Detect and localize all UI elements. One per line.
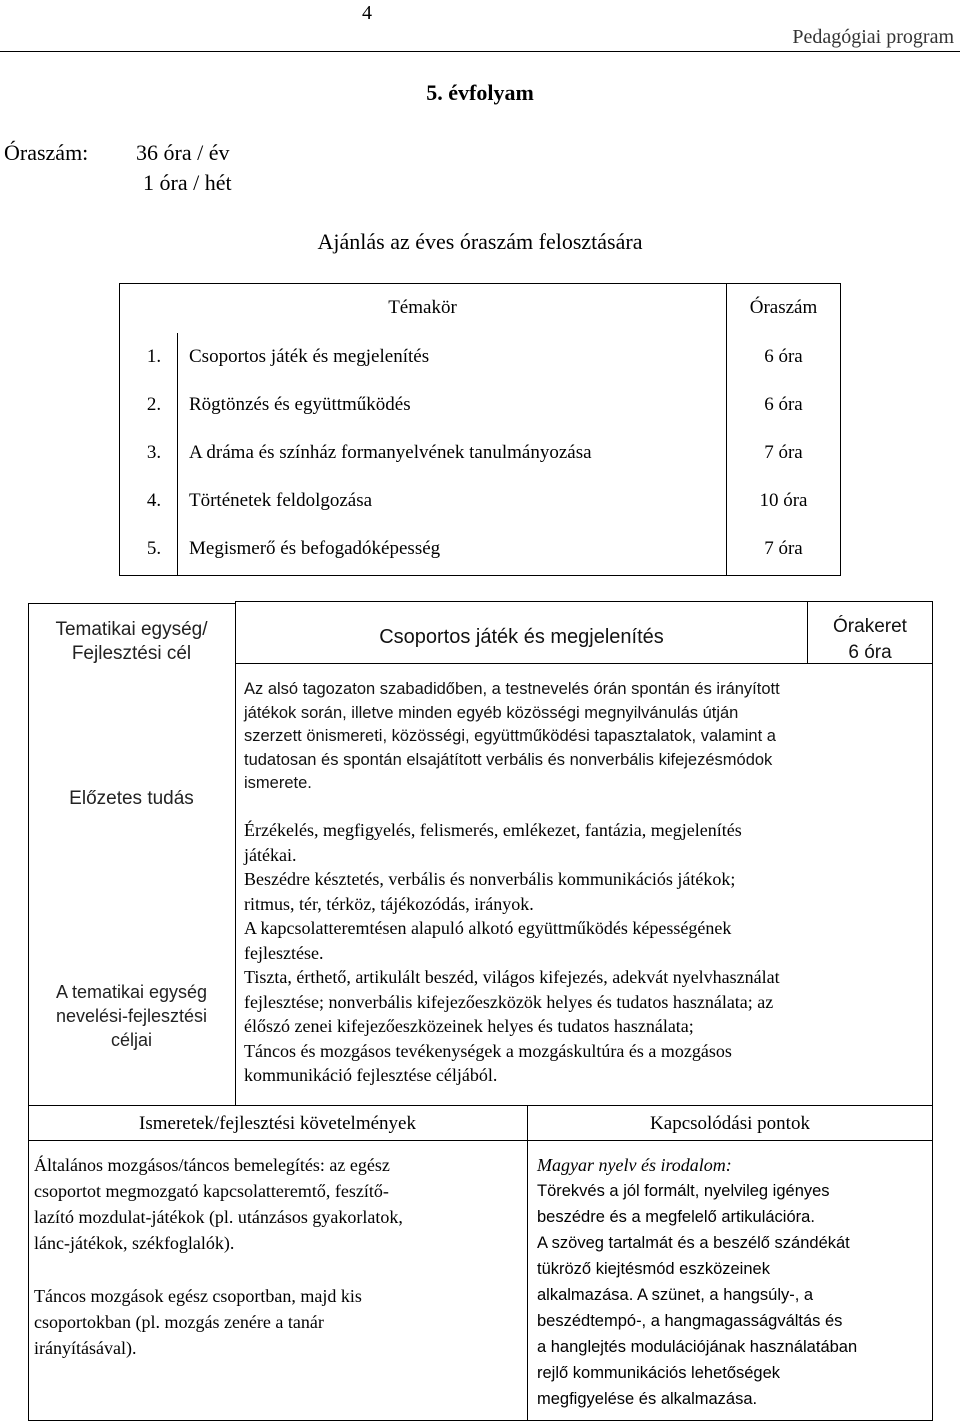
unit-right-border [932,601,933,1421]
goals-line: játékai. [244,844,297,865]
goals-line: élőszó zenei kifejezőeszközeinek helyes és tudatos használata; [244,1016,694,1036]
connections-line: beszédre és a megfelelő artikulációra. [537,1208,815,1226]
connections-line: megfigyelése és alkalmazása. [537,1390,758,1408]
table-row [119,525,841,573]
row-number: 3. [146,442,162,463]
unit-title: Csoportos játék és megjelenítés [379,626,664,648]
frame-hours: 6 óra [848,642,892,663]
goals-text [244,818,929,1088]
hours-label: Óraszám: [4,140,89,165]
table-header-row [119,283,841,333]
row-topic: Csoportos játék és megjelenítés [189,346,430,367]
row-topic: Történetek feldolgozása [189,490,373,511]
header-title: Pedagógiai program [792,26,954,48]
row-number: 2. [146,394,162,415]
unit-top-right [236,601,933,602]
row-hours: 6 óra [764,394,803,415]
allocation-table [119,283,841,573]
unit-label-divider [235,601,236,1106]
row-hours: 7 óra [764,538,803,559]
col-hours-header: Óraszám [749,297,818,318]
alloc-divider-num [177,333,178,576]
requirements-line: csoportot megmozgató kapcsolatteremtő, feszítő- [34,1181,389,1201]
prior-line: ismerete. [244,774,312,792]
prior-line: Az alsó tagozaton szabadidőben, a testnevelés órán spontán és irányított [244,680,780,698]
frame-label: Órakeret [833,616,907,637]
col-topic-header: Témakör [388,297,457,318]
requirements-line: lazító mozdulat-játékok (pl. utánzásos gyakorlatok, [34,1207,403,1227]
connections-line: a hanglejtés modulációjának használatában [537,1338,858,1356]
prior-line: szerzett önismereti, közösségi, együttműködési tapasztalatok, valamint a [244,727,776,745]
hours-per-year: 36 óra / év [136,140,230,165]
goals-line: fejlesztése. [244,942,324,963]
row-hours: 6 óra [764,346,803,367]
goals-label-line3: céljai [110,1030,153,1050]
allocation-title: Ajánlás az éves óraszám felosztására [317,229,643,254]
requirements-line: irányításával). [34,1338,137,1358]
hours-per-week: 1 óra / hét [143,170,232,195]
header-rule [0,51,960,52]
row-topic: A dráma és színház formanyelvének tanulmányozása [189,442,592,463]
goals-line: Tiszta, érthető, artikulált beszéd, világos kifejezés, adekvát nyelvhasználat [244,967,780,987]
unit-bottom-divider [527,1105,528,1421]
grade-title: 5. évfolyam [426,80,534,105]
row-number: 1. [146,346,162,367]
unit-bottom-rule [28,1420,933,1421]
table-row [119,477,841,525]
connections-line: tükröző kiejtésmód eszközeinek [537,1260,770,1278]
frame-cell [808,614,932,666]
connections-line: alkalmazása. A szünet, a hangsúly-, a [537,1286,814,1304]
connections-line: A szöveg tartalmát és a beszélő szándékát [537,1234,850,1252]
connections-text [537,1152,929,1412]
requirements-line: Általános mozgásos/táncos bemelegítés: az egész [34,1155,390,1175]
requirements-line: Táncos mozgások egész csoportban, majd kis [34,1286,362,1306]
unit-label-line1: Tematikai egység/ [55,619,208,640]
goals-line: ritmus, tér, térköz, tájékozódás, irányok. [244,893,534,914]
unit-label-line2: Fejlesztési cél [71,643,192,664]
goals-label-line2: nevelési-fejlesztési [55,1006,208,1026]
table-row [119,333,841,381]
row-number: 5. [146,538,162,559]
unit-mid-rule [28,1105,933,1106]
alloc-divider-hours [726,283,727,576]
goals-label-line1: A tematikai egység [55,982,208,1002]
page-number: 4 [362,2,372,24]
goals-line: kommunikáció fejlesztése céljából. [244,1065,498,1085]
connections-line: beszédtempó-, a hangmagasságváltás és [537,1312,843,1330]
connections-line: Törekvés a jól formált, nyelvileg igényes [537,1182,830,1200]
table-row [119,381,841,429]
prior-line: játékok során, illetve minden egyéb közösségi megnyilvánulás útján [244,703,739,722]
unit-subheader-rule [28,1140,933,1141]
goals-line: A kapcsolatteremtésen alapuló alkotó együttműködés képességének [244,918,732,938]
requirements-line: csoportokban (pl. mozgás zenére a tanár [34,1312,324,1332]
goals-line: fejlesztése; nonverbális kifejezőeszközök helyes és tudatos használata; az [244,991,774,1012]
row-hours: 10 óra [759,490,808,511]
requirements-text [34,1152,524,1361]
requirements-line: lánc-játékok, székfoglalók). [34,1233,235,1253]
goals-line: Beszédre késztetés, verbális és nonverbális kommunikációs játékok; [244,869,736,889]
row-hours: 7 óra [764,442,803,463]
row-topic: Rögtönzés és együttműködés [189,394,411,415]
table-row [119,429,841,477]
row-topic: Megismerő és befogadóképesség [189,538,441,559]
prior-knowledge-label: Előzetes tudás [69,788,194,809]
unit-top-left [28,603,236,604]
goals-line: Táncos és mozgásos tevékenységek a mozgáskultúra és a mozgásos [244,1040,732,1061]
connections-line: rejlő kommunikációs lehetőségek [537,1364,781,1382]
unit-label [28,618,235,666]
connections-header: Kapcsolódási pontok [650,1113,810,1134]
prior-knowledge-text [244,678,924,796]
connections-subject: Magyar nyelv és irodalom: [537,1155,732,1175]
alloc-border-bottom [119,575,841,576]
row-number: 4. [146,490,162,511]
goals-line: Érzékelés, megfigyelés, felismerés, emlékezet, fantázia, megjelenítés [244,820,742,840]
paragraph-gap [34,1256,524,1283]
requirements-header: Ismeretek/fejlesztési követelmények [139,1113,416,1134]
goals-label [28,980,235,1052]
prior-line: tudatosan és spontán elsajátított verbális és nonverbális kifejezésmódok [244,750,773,769]
